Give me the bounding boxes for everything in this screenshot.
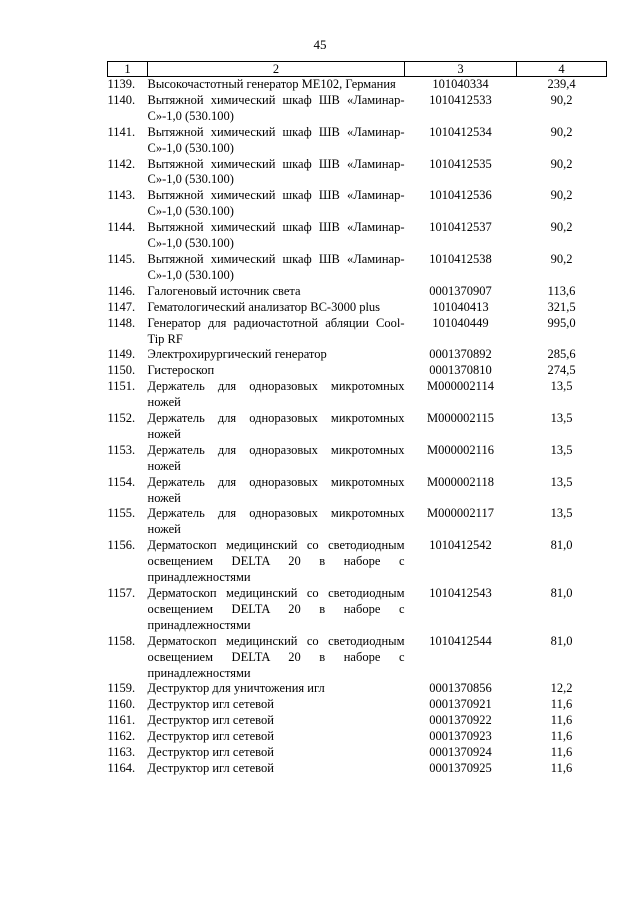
inventory-code: 1010412536 (429, 188, 492, 203)
item-name: Держатель для одноразовых микротомных ножей (147, 442, 405, 473)
inventory-code: 0001370923 (429, 729, 492, 744)
item-name: Деструктор игл сетевой (147, 713, 274, 728)
table-row (108, 77, 607, 93)
item-name: Дерматоскоп медицинский со светодиодным освещением DELTA 20 в наборе с принадлежностями (147, 586, 405, 632)
item-value: 11,6 (550, 745, 573, 760)
item-value: 81,0 (550, 633, 573, 648)
item-name: Вытяжной химический шкаф ШВ «Ламинар-С»-1,0 (530.100) (147, 188, 405, 219)
inventory-code: 1010412537 (429, 220, 492, 235)
item-name: Вытяжной химический шкаф ШВ «Ламинар-С»-1,0 (530.100) (147, 251, 405, 282)
table-row (108, 220, 607, 252)
table-row (108, 745, 607, 761)
inventory-code: 1010412538 (429, 251, 492, 266)
item-name: Деструктор игл сетевой (147, 729, 274, 744)
item-name: Электрохирургический генератор (147, 347, 327, 362)
table-row (108, 634, 607, 682)
row-number: 1139. (107, 77, 136, 91)
item-value: 12,2 (550, 681, 573, 696)
row-number: 1147. (107, 299, 136, 314)
inventory-code: М000002118 (427, 474, 494, 489)
inventory-code: М000002117 (427, 506, 494, 521)
row-number: 1164. (107, 760, 136, 775)
item-value: 11,6 (550, 697, 573, 712)
row-number: 1162. (107, 729, 136, 744)
item-name: Гистероскоп (147, 363, 215, 378)
item-name: Держатель для одноразовых микротомных ножей (147, 506, 405, 537)
row-number: 1146. (107, 283, 136, 298)
item-name: Генератор для радиочастотной абляции Cool-Tip RF (147, 315, 405, 346)
inventory-code: 0001370924 (429, 745, 492, 760)
inventory-code: 1010412533 (429, 92, 492, 107)
table-row (108, 713, 607, 729)
page-number: 45 (313, 37, 327, 52)
row-number: 1150. (107, 363, 136, 378)
inventory-code: 101040334 (432, 77, 489, 91)
row-number: 1143. (107, 188, 136, 203)
item-name: Гематологический анализатор ВС-3000 plus (147, 299, 381, 314)
row-number: 1148. (107, 315, 136, 330)
item-value: 90,2 (550, 92, 573, 107)
inventory-code: 0001370856 (429, 681, 492, 696)
table-row (108, 729, 607, 745)
inventory-code: 1010412543 (429, 586, 492, 600)
inventory-code: 0001370907 (429, 283, 492, 298)
row-number: 1155. (107, 506, 136, 521)
row-number: 1157. (107, 586, 136, 600)
header-col-2: 2 (148, 62, 405, 77)
item-value: 285,6 (547, 347, 576, 362)
row-number: 1141. (107, 124, 136, 139)
table-row (108, 538, 607, 586)
item-name: Вытяжной химический шкаф ШВ «Ламинар-С»-1,0 (530.100) (147, 156, 405, 187)
item-value: 13,5 (550, 474, 573, 489)
row-number: 1145. (107, 251, 136, 266)
item-value: 113,6 (547, 283, 576, 298)
item-name: Вытяжной химический шкаф ШВ «Ламинар-С»-1,0 (530.100) (147, 124, 405, 155)
inventory-code: 0001370922 (429, 713, 492, 728)
item-name: Деструктор игл сетевой (147, 697, 274, 712)
item-name: Деструктор игл сетевой (147, 745, 274, 760)
item-value: 13,5 (550, 442, 573, 457)
item-name: Деструктор для уничтожения игл (147, 681, 325, 696)
table-row (108, 506, 607, 538)
table-row (108, 300, 607, 316)
table-row (108, 316, 607, 348)
item-value: 995,0 (547, 315, 576, 330)
table-row (108, 347, 607, 363)
item-value: 274,5 (547, 363, 576, 378)
inventory-code: 101040449 (432, 315, 489, 330)
row-number: 1142. (107, 156, 136, 171)
item-value: 321,5 (547, 299, 576, 314)
table-row (108, 188, 607, 220)
item-name: Деструктор игл сетевой (147, 760, 274, 775)
row-number: 1144. (107, 220, 136, 235)
inventory-code: 0001370925 (429, 760, 492, 775)
inventory-code: 0001370892 (429, 347, 492, 362)
table-row (108, 761, 607, 777)
inventory-code: 0001370810 (429, 363, 492, 378)
equipment-table (107, 61, 607, 777)
row-number: 1163. (107, 745, 136, 760)
table-row (108, 93, 607, 125)
item-value: 90,2 (550, 220, 573, 235)
item-value: 90,2 (550, 188, 573, 203)
item-value: 239,4 (547, 77, 576, 91)
table-row (108, 681, 607, 697)
inventory-code: М000002114 (427, 379, 494, 394)
table-row (108, 284, 607, 300)
row-number: 1140. (107, 92, 136, 107)
item-name: Вытяжной химический шкаф ШВ «Ламинар-С»-1,0 (530.100) (147, 220, 405, 251)
item-value: 90,2 (550, 124, 573, 139)
row-number: 1149. (107, 347, 136, 362)
table-row (108, 252, 607, 284)
item-name: Галогеновый источник света (147, 283, 301, 298)
row-number: 1156. (107, 538, 136, 553)
table-row (108, 157, 607, 189)
item-name: Держатель для одноразовых микротомных ножей (147, 379, 405, 410)
inventory-code: 101040413 (432, 299, 489, 314)
inventory-code: 1010412534 (429, 124, 492, 139)
inventory-code: 1010412542 (429, 538, 492, 553)
table-header (108, 62, 607, 77)
row-number: 1152. (107, 411, 136, 426)
table-row (108, 443, 607, 475)
item-value: 13,5 (550, 506, 573, 521)
header-col-4: 4 (517, 62, 607, 77)
inventory-code: 1010412535 (429, 156, 492, 171)
inventory-code: М000002115 (427, 411, 494, 426)
table-row (108, 363, 607, 379)
inventory-code: 1010412544 (429, 633, 492, 648)
item-name: Вытяжной химический шкаф ШВ «Ламинар-С»-1,0 (530.100) (147, 92, 405, 123)
table-body (108, 77, 607, 777)
table-row (108, 379, 607, 411)
header-col-3: 3 (405, 62, 517, 77)
row-number: 1154. (107, 474, 136, 489)
item-value: 90,2 (550, 251, 573, 266)
item-value: 13,5 (550, 379, 573, 394)
item-name: Дерматоскоп медицинский со светодиодным освещением DELTA 20 в наборе с принадлежностями (147, 633, 405, 680)
item-value: 90,2 (550, 156, 573, 171)
item-name: Высокочастотный генератор ME102, Германия (147, 77, 396, 91)
item-name: Держатель для одноразовых микротомных ножей (147, 474, 405, 505)
row-number: 1159. (107, 681, 136, 696)
table-row (108, 586, 607, 634)
table-row (108, 125, 607, 157)
item-value: 81,0 (550, 538, 573, 553)
row-number: 1151. (107, 379, 136, 394)
item-value: 13,5 (550, 411, 573, 426)
inventory-code: М000002116 (427, 442, 494, 457)
item-value: 81,0 (550, 586, 573, 600)
table-row (108, 411, 607, 443)
item-value: 11,6 (550, 713, 573, 728)
row-number: 1160. (107, 697, 136, 712)
item-name: Дерматоскоп медицинский со светодиодным освещением DELTA 20 в наборе с принадлежностями (147, 538, 405, 585)
header-row (108, 62, 607, 77)
item-value: 11,6 (550, 729, 573, 744)
row-number: 1161. (107, 713, 136, 728)
table-row (108, 697, 607, 713)
inventory-code: 0001370921 (429, 697, 492, 712)
item-value: 11,6 (550, 760, 573, 775)
item-name: Держатель для одноразовых микротомных ножей (147, 411, 405, 441)
header-col-1: 1 (108, 62, 148, 77)
row-number: 1153. (107, 442, 136, 457)
table-row (108, 475, 607, 507)
row-number: 1158. (107, 633, 136, 648)
